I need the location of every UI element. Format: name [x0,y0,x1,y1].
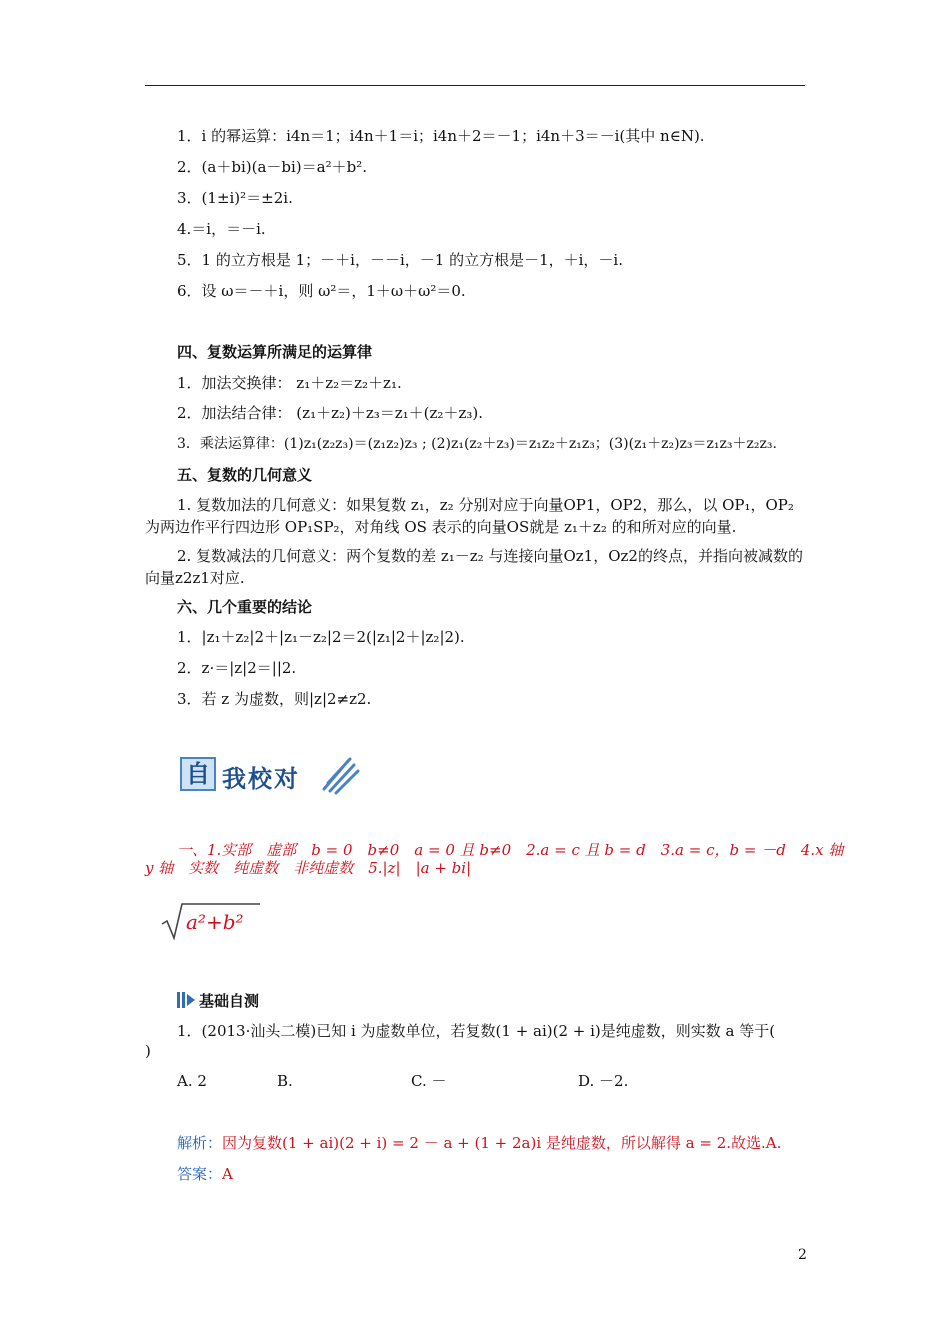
answer-row-1: 一、1.实部 虚部 b = 0 b≠0 a = 0 且 b≠0 2.a = c 且 b = d 3.a = c，b = －d 4.x 轴 [177,841,844,859]
section-6-item-2: 2．z·＝|z|2＝||2. [177,659,297,677]
heading-bar-icon [177,992,180,1008]
option-a: A. 2 [177,1072,207,1090]
text-line-5: 5．1 的立方根是 1；－＋i，－－i，－1 的立方根是－1，＋i，－i. [177,251,623,269]
analysis-text: 因为复数(1 + ai)(2 + i) = 2 － a + (1 + 2a)i 是纯虚数，所以解得 a = 2.故选.A. [222,1134,782,1152]
sqrt-expression [160,900,270,942]
section-5-title: 五、复数的几何意义 [177,466,313,484]
section-4-item-2: 2．加法结合律： (z₁＋z₂)＋z₃＝z₁＋(z₂＋z₃). [177,404,483,422]
text-line-1: 1．i 的幂运算：i4n＝1；i4n＋1＝i；i4n＋2＝－1；i4n＋3＝－i(其中 n∈N). [177,127,705,145]
banner-text: 我校对 [222,765,300,793]
analysis-label: 解析： [177,1134,223,1152]
self-check-banner [180,755,360,795]
option-d: D. －2. [578,1072,629,1090]
swoosh-decoration-icon [320,755,360,795]
section-6-item-3: 3．若 z 为虚数，则|z|2≠z2. [177,690,372,708]
answer-value: A [222,1165,233,1183]
analysis-line [177,1133,781,1153]
page-number: 2 [798,1247,807,1263]
section-4-item-3: 3．乘法运算律：(1)z₁(z₂z₃)＝(z₁z₂)z₃ ; (2)z₁(z₂＋z₃)＝z₁z₂＋z₁z₃；(3)(z₁＋z₂)z₃＝z₁z₃＋z₂z₃. [177,436,777,452]
answer-line [177,1164,233,1184]
section-4-title: 四、复数运算所满足的运算律 [177,343,373,361]
text-line-4: 4.＝i，＝－i. [177,220,266,238]
question-1-tail: ) [145,1042,151,1060]
option-c: C. － [411,1072,447,1090]
section-5-para-2: 2. 复数减法的几何意义：两个复数的差 z₁－z₂ 与连接向量Oz1，Oz2的终点，并指向被减数的向量z2z1对应. [145,547,803,587]
basic-test-heading-text: 基础自测 [199,992,260,1010]
section-6-title: 六、几个重要的结论 [177,598,313,616]
basic-test-heading [177,990,259,1011]
header-rule [145,85,805,86]
question-1: 1．(2013·汕头二模)已知 i 为虚数单位，若复数(1 + ai)(2 + i)是纯虚数，则实数 a 等于( [177,1022,776,1040]
answer-label: 答案： [177,1165,223,1183]
answer-row-2: y 轴 实数 纯虚数 非纯虚数 5.|z| |a + bi| [145,859,472,877]
banner-first-char: 自 [180,757,216,791]
section-6-item-1: 1．|z₁＋z₂|2＋|z₁－z₂|2＝2(|z₁|2＋|z₂|2). [177,628,465,646]
sqrt-radicand: a²+b² [186,910,244,934]
option-b: B. [277,1072,293,1090]
text-line-2: 2．(a＋bi)(a－bi)＝a²＋b². [177,158,367,176]
heading-triangle-icon [187,994,195,1006]
text-line-6: 6．设 ω＝－＋i，则 ω²＝，1＋ω＋ω²＝0. [177,282,466,300]
section-4-item-1: 1．加法交换律： z₁＋z₂＝z₂＋z₁. [177,374,402,392]
text-line-3: 3．(1±i)²＝±2i. [177,189,293,207]
section-5-para-1: 1. 复数加法的几何意义：如果复数 z₁，z₂ 分别对应于向量OP1，OP2，那么，以 OP₁，OP₂ 为两边作平行四边形 OP₁SP₂，对角线 OS 表示的向量OS就是 z₁＋z₂ 的和所对应的向量. [145,496,794,536]
heading-bar-icon [182,992,185,1008]
